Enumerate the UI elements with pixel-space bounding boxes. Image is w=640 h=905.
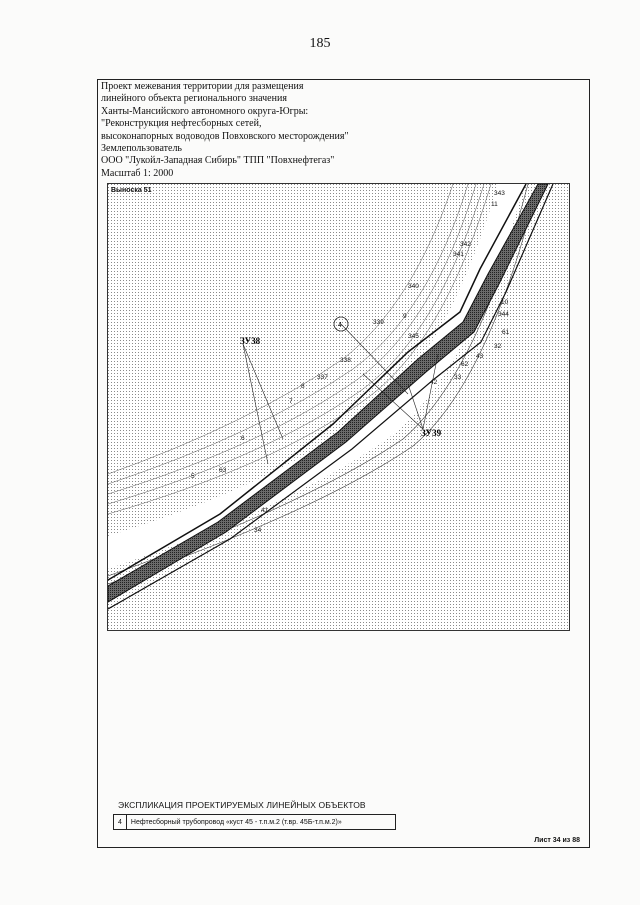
explication-title: ЭКСПЛИКАЦИЯ ПРОЕКТИРУЕМЫХ ЛИНЕЙНЫХ ОБЪЕКТОВ [118, 800, 366, 810]
point-label: 33 [454, 374, 462, 381]
map-title: Выноска 51 [111, 187, 152, 194]
point-label: 43 [476, 353, 484, 360]
point-label: 339 [373, 319, 384, 326]
point-label: 5 [191, 473, 195, 480]
page-number: 185 [309, 36, 331, 51]
object-description: Нефтесборный трубопровод «куст 45 - т.п.м.2 (т.вр. 45Б-т.п.м.2)» [126, 815, 395, 830]
point-label: 41 [261, 507, 269, 514]
zone-label-zu38: ЗУ38 [240, 336, 261, 346]
circle-label: 4 [338, 322, 342, 329]
point-label: 32 [494, 343, 502, 350]
explication-table [113, 814, 396, 830]
zone-label-zu39: ЗУ39 [421, 428, 442, 438]
point-label: 6 [241, 435, 245, 442]
point-label: 338 [340, 357, 351, 364]
point-label: 344 [498, 311, 509, 318]
point-label: 34 [254, 527, 262, 534]
point-label: 337 [317, 374, 328, 381]
point-label: 9 [403, 313, 407, 320]
point-label: 7 [289, 398, 293, 405]
sheet-number: Лист 34 из 88 [534, 837, 580, 844]
header-line: "Реконструкция нефтесборных сетей, [101, 118, 262, 130]
point-label: 343 [494, 190, 505, 197]
header-line: линейного объекта регионального значения [101, 93, 287, 105]
point-label: 8 [301, 383, 305, 390]
map-drawing [107, 183, 570, 631]
point-label: 63 [219, 467, 227, 474]
point-label: 42 [430, 379, 438, 386]
header-line: ООО "Лукойл-Западная Сибирь" ТПП "Повхнефтегаз" [101, 155, 335, 167]
title-block [101, 81, 349, 180]
point-label: 345 [408, 333, 419, 340]
header-line: Ханты-Мансийского автономного округа-Югры: [101, 105, 309, 117]
table-row [114, 815, 396, 830]
header-line: Проект межевания территории для размещения [101, 81, 304, 92]
point-label: 10 [501, 299, 509, 306]
header-line: высоконапорных водоводов Повховского месторождения" [101, 130, 349, 142]
header-line: Землепользователь [101, 143, 182, 155]
map-graphic [108, 184, 570, 631]
point-label: 342 [460, 241, 471, 248]
point-label: 341 [453, 251, 464, 258]
point-label: 61 [502, 329, 510, 336]
header-line: Масштаб 1: 2000 [101, 167, 174, 179]
point-label: 340 [408, 283, 419, 290]
object-number: 4 [114, 815, 127, 830]
point-label: 11 [491, 201, 498, 208]
point-label: 62 [461, 361, 469, 368]
